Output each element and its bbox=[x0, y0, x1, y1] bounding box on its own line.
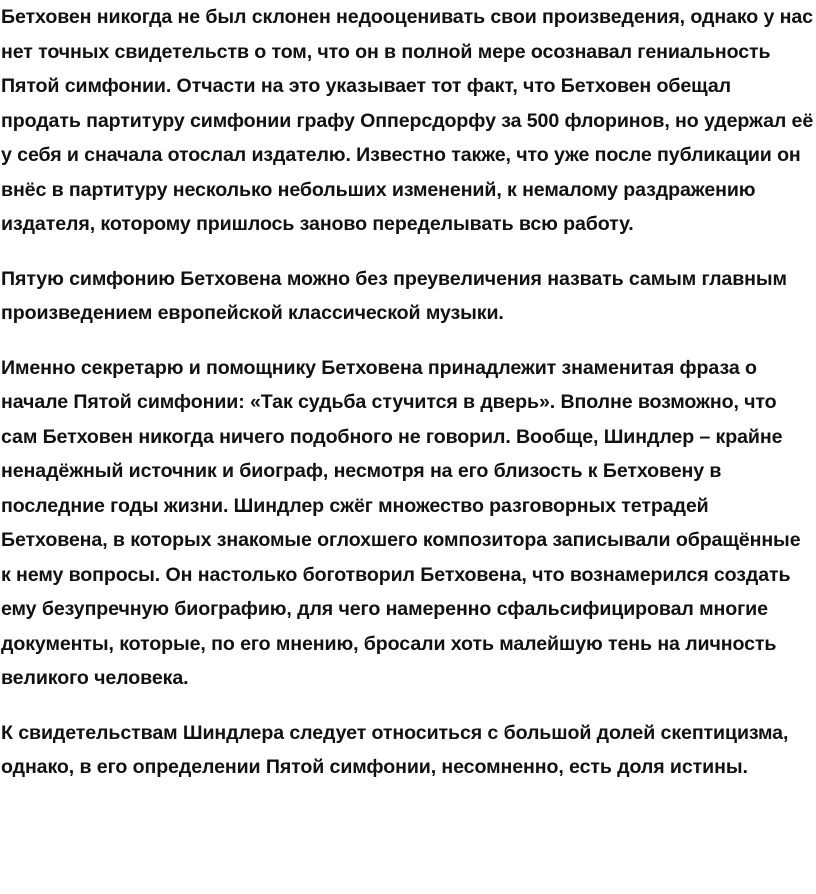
paragraph-beethoven-score: Бетховен никогда не был склонен недооценивать свои произведения, однако у нас нет точных свидетельств о том, что он в полной мере осознавал гениальность Пятой симфонии. Отчасти на это указывает тот факт, что Бетховен обещал продать партитуру симфонии графу Опперсдорфу за 500 флоринов, но удержал её у себя и сначала отослал издателю. Известно также, что уже после публикации он внёс в партитуру несколько небольших изменений, к немалому раздражению издателя, которому пришлось заново переделывать всю работу. bbox=[1, 6, 814, 235]
paragraph-schindler: Именно секретарю и помощнику Бетховена принадлежит знаменитая фраза о начале Пятой симфонии: «Так судьба стучится в дверь». Вполне возможно, что сам Бетховен никогда ничего подобного не говорил. Вообще, Шиндлер – крайне ненадёжный источник и биограф, несмотря на его близость к Бетховену в последние годы жизни. Шиндлер сжёг множество разговорных тетрадей Бетховена, в которых знакомые оглохшего композитора записывали обращённые к нему вопросы. Он настолько боготворил Бетховена, что вознамерился создать ему безупречную биографию, для чего намеренно сфальсифицировал многие документы, которые, по его мнению, бросали хоть малейшую тень на личность великого человека. bbox=[1, 356, 801, 689]
paragraph-fifth-symphony-importance: Пятую симфонию Бетховена можно без преувеличения назвать самым главным произведением европейской классической музыки. bbox=[1, 267, 787, 324]
paragraph-schindler-skepticism: К свидетельствам Шиндлера следует относиться с большой долей скептицизма, однако, в его определении Пятой симфонии, несомненно, есть доля истины. bbox=[1, 721, 789, 778]
